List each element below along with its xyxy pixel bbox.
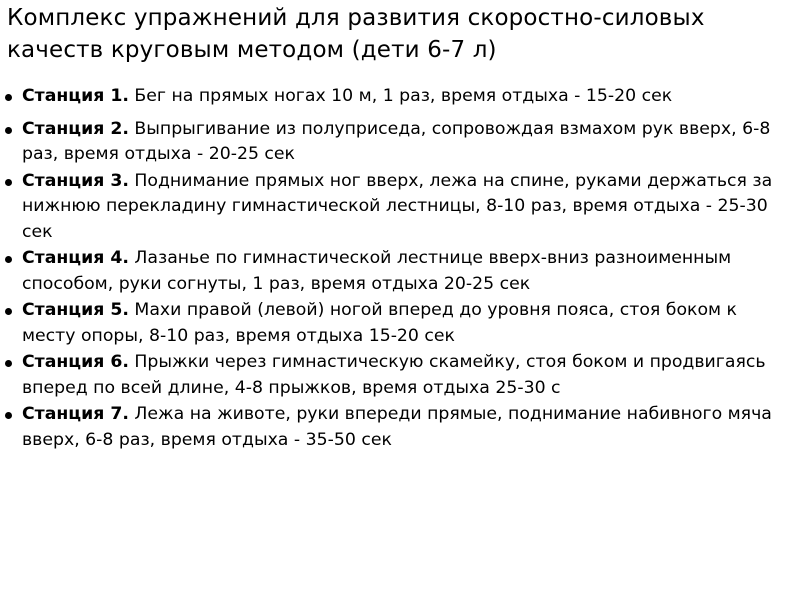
station-text: Лазанье по гимнастической лестнице вверх-вниз разноименным способом, руки согнуты, 1 раз, время отдыха 20-25 сек	[22, 248, 732, 294]
station-text: Лежа на животе, руки впереди прямые, поднимание набивного мяча вверх, 6-8 раз, время отдыха - 35-50 сек	[22, 404, 772, 450]
station-item	[0, 117, 780, 168]
station-item	[0, 246, 780, 297]
station-item	[0, 402, 780, 453]
slide-title: Комплекс упражнений для развития скоростно-силовых качеств круговым методом (дети 6-7 л)	[7, 5, 705, 63]
bullet-icon	[5, 308, 12, 315]
station-text: Выпрыгивание из полуприседа, сопровождая взмахом рук вверх, 6-8 раз, время отдыха - 20-25 сек	[22, 118, 771, 164]
station-label: Станция 5.	[22, 300, 129, 320]
station-label: Станция 2.	[22, 118, 129, 139]
station-item	[0, 84, 780, 110]
bullet-icon	[5, 127, 12, 134]
station-label: Станция 1.	[22, 86, 129, 106]
station-item	[0, 169, 780, 246]
station-label: Станция 6.	[22, 352, 129, 372]
bullet-icon	[5, 412, 12, 419]
station-text: Махи правой (левой) ногой вперед до уровня пояса, стоя боком к месту опоры, 8-10 раз, время отдыха 15-20 сек	[22, 300, 737, 346]
station-label: Станция 7.	[22, 404, 129, 424]
station-item	[0, 298, 780, 349]
bullet-icon	[5, 179, 12, 186]
station-label: Станция 3.	[22, 170, 129, 191]
station-item	[0, 350, 780, 401]
bullet-icon	[5, 360, 12, 367]
station-label: Станция 4.	[22, 248, 129, 268]
bullet-icon	[5, 94, 12, 101]
bullet-icon	[5, 256, 12, 263]
station-text: Прыжки через гимнастическую скамейку, стоя боком и продвигаясь вперед по всей длине, 4-8 прыжков, время отдыха 25-30 с	[22, 352, 766, 398]
stations-list	[0, 84, 780, 454]
station-text: Поднимание прямых ног вверх, лежа на спине, руками держаться за нижнюю перекладину гимнастической лестницы, 8-10 раз, время отдыха - 25-30 сек	[22, 170, 773, 242]
station-text: Бег на прямых ногах 10 м, 1 раз, время отдыха - 15-20 сек	[128, 86, 673, 106]
